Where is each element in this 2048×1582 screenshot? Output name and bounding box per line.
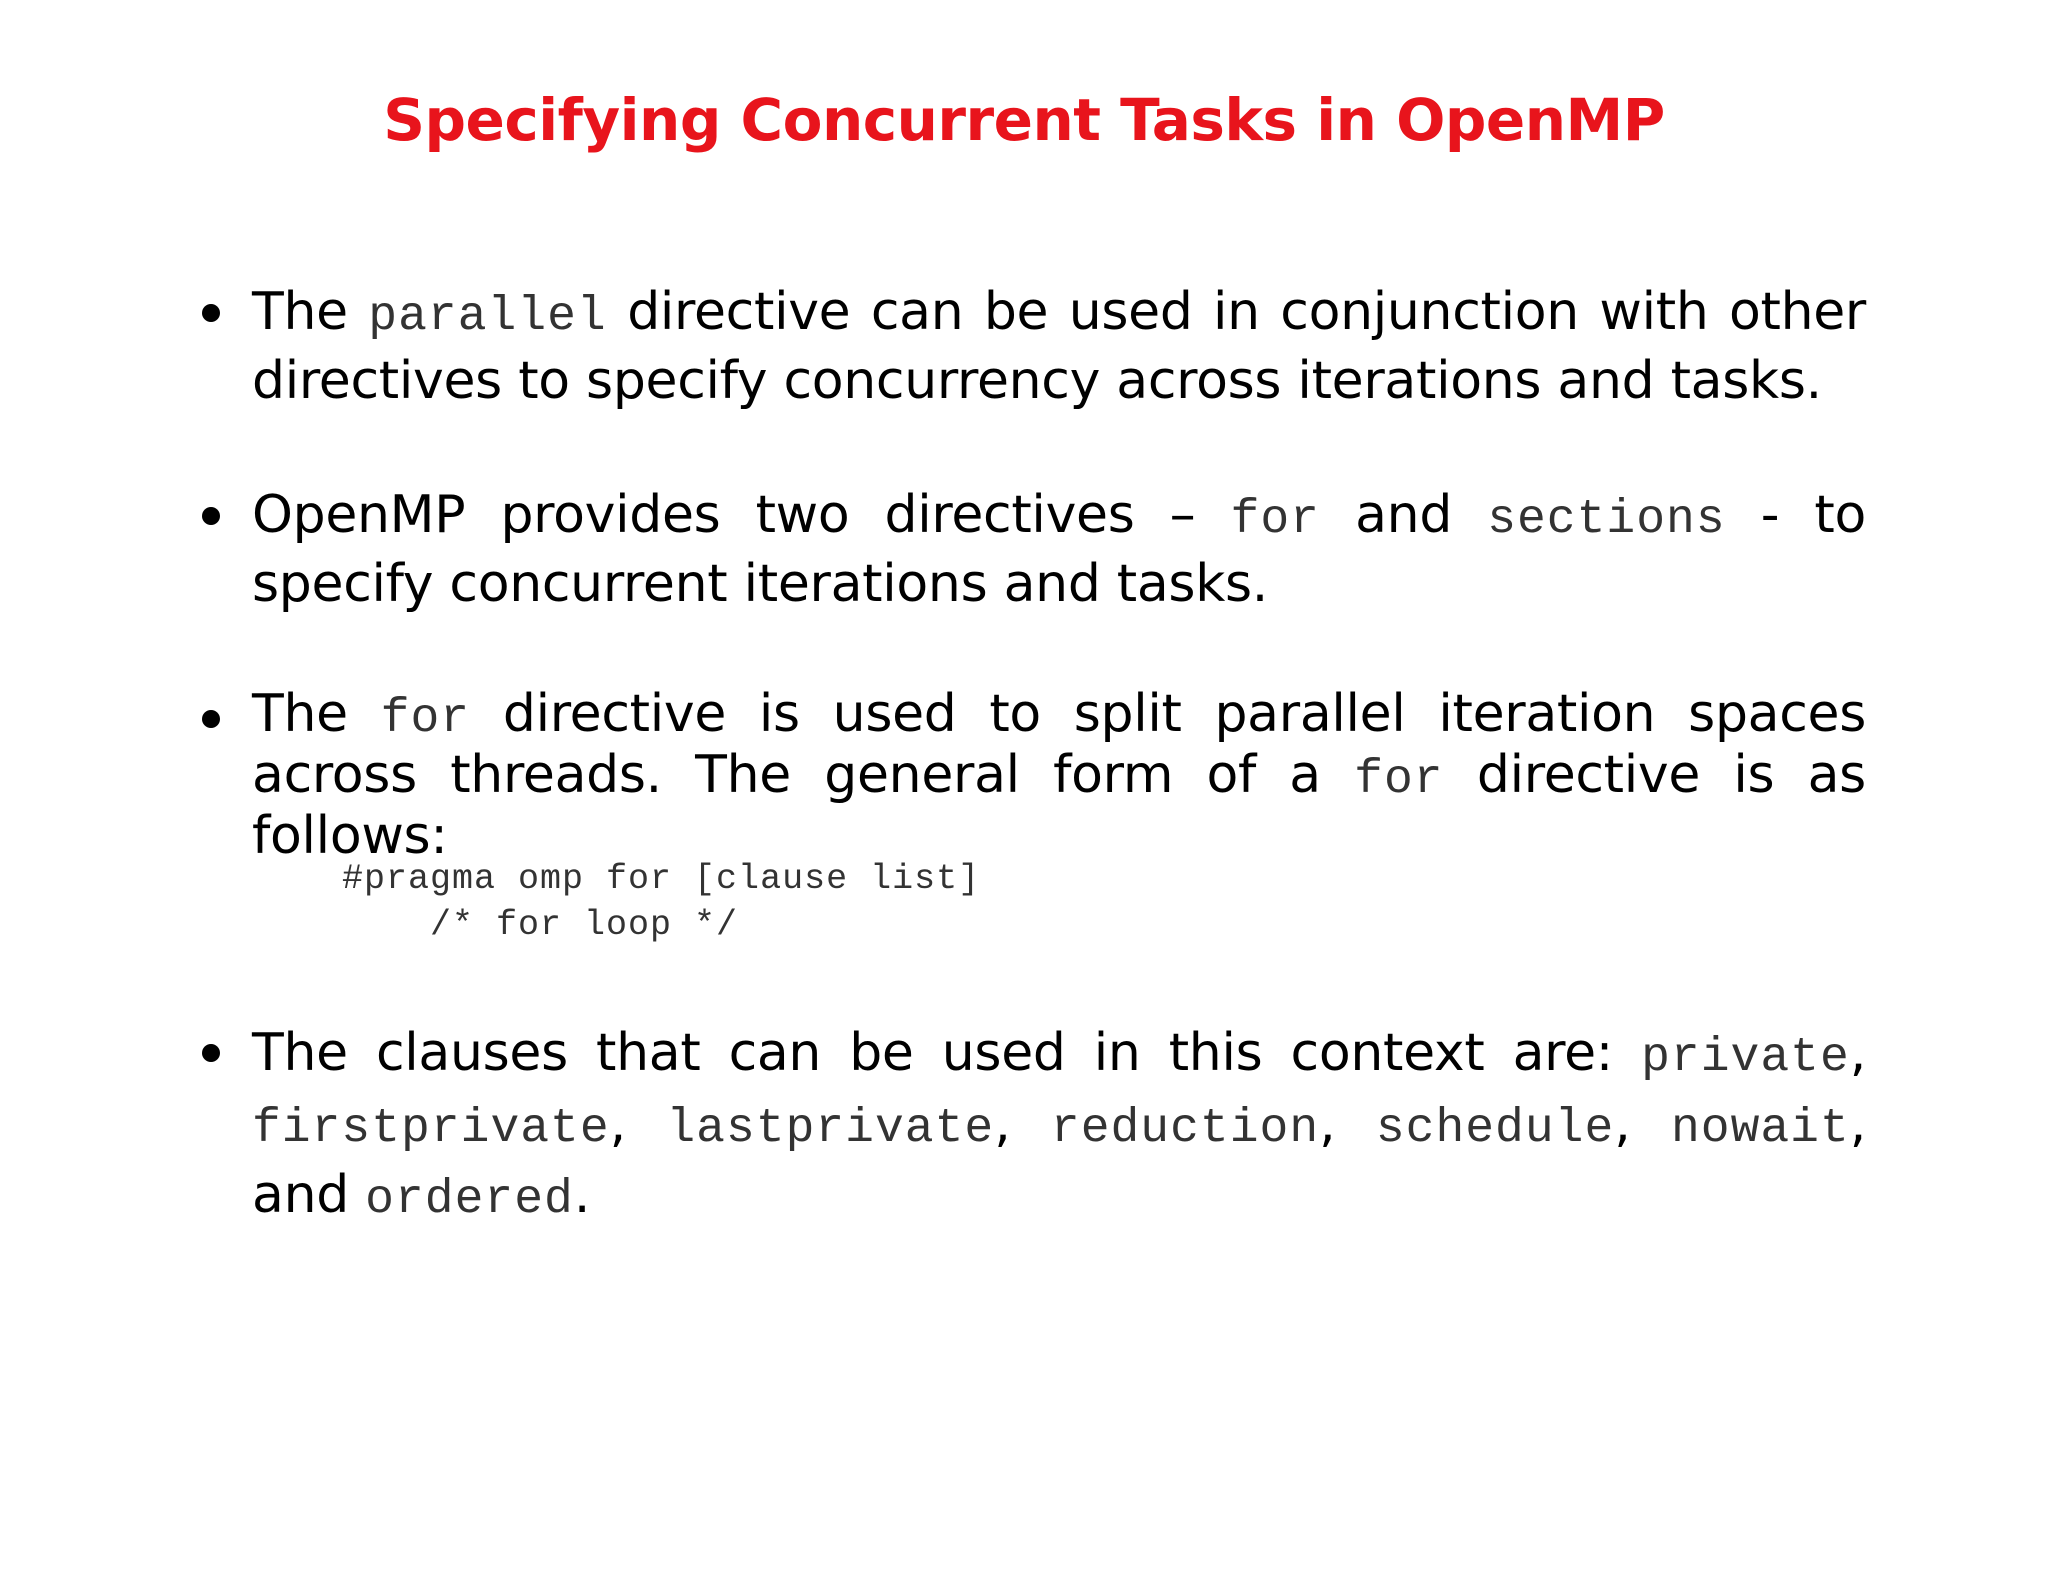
bullet-text: , [1319, 1094, 1376, 1154]
code-keyword: for [1230, 493, 1320, 547]
code-keyword: reduction [1050, 1102, 1320, 1156]
code-keyword: ordered [365, 1173, 574, 1227]
code-keyword: parallel [368, 290, 607, 344]
code-block [342, 856, 980, 948]
bullet-text: The clauses that can be used in this context are: [252, 1023, 1642, 1083]
bullet-text: , [994, 1094, 1051, 1154]
bullet-dot-icon [202, 304, 220, 322]
bullet-item-clauses [200, 1020, 1866, 1233]
bullet-item-directives [200, 483, 1866, 616]
code-keyword: for [380, 692, 471, 746]
bullet-dot-icon [202, 710, 220, 728]
bullet-text: directive is as follows: [252, 745, 1866, 866]
bullet-text: OpenMP provides two directives – [252, 485, 1231, 545]
code-keyword: sections [1487, 493, 1726, 547]
bullet-text: , [1614, 1094, 1671, 1154]
bullet-text: The [252, 282, 369, 342]
code-line: /* for loop */ [342, 905, 739, 945]
bullet-text: - to specify concurrent iterations and tasks. [252, 485, 1866, 614]
bullet-text: , [609, 1094, 667, 1154]
bullet-text: , [1849, 1023, 1866, 1083]
bullet-text: directive can be used in conjunction with other directives to specify concurrency across iterations and tasks. [252, 282, 1866, 411]
bullet-text: The [252, 684, 381, 744]
bullet-dot-icon [202, 1044, 220, 1062]
code-line: #pragma omp for [clause list] [342, 859, 981, 899]
bullet-dot-icon [202, 507, 220, 525]
code-keyword: schedule [1375, 1102, 1615, 1156]
code-keyword: firstprivate [252, 1102, 610, 1156]
bullet-item-parallel [200, 280, 1866, 413]
bullet-text: . [573, 1165, 591, 1225]
code-keyword: private [1641, 1031, 1850, 1085]
code-keyword: nowait [1670, 1102, 1850, 1156]
code-keyword: lastprivate [666, 1102, 995, 1156]
bullet-text: directive is used to split parallel iteration spaces across threads. The general form of a [252, 684, 1866, 805]
bullet-text: and [1319, 485, 1488, 545]
bullet-list [200, 280, 1866, 864]
slide-title: Specifying Concurrent Tasks in OpenMP [383, 86, 1665, 154]
bullet-text: , and [252, 1094, 1867, 1225]
bullet-item-for-directive [200, 686, 1866, 864]
code-keyword: for [1354, 753, 1444, 807]
bullet-list-clauses [200, 1020, 1866, 1233]
